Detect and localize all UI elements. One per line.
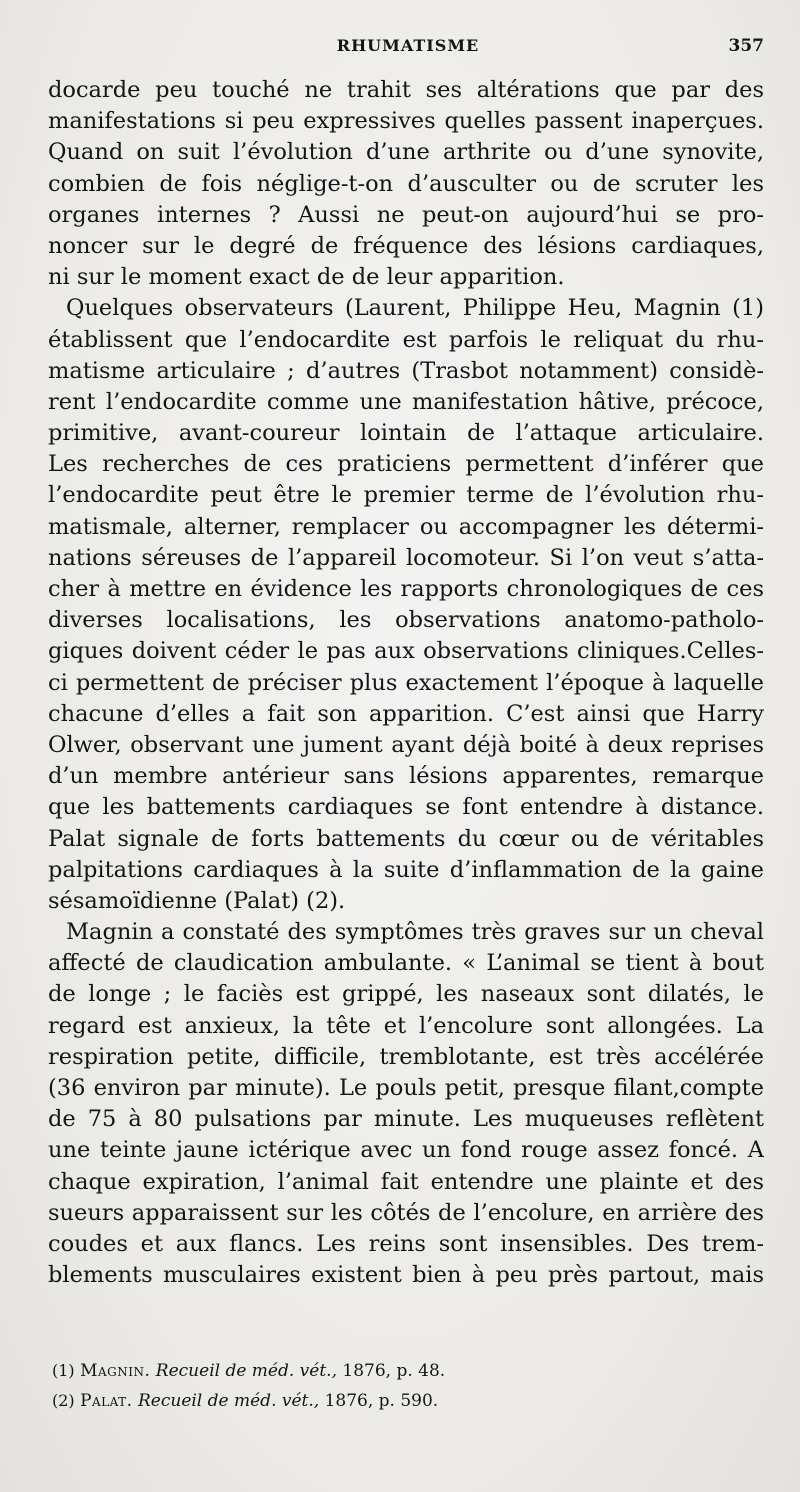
text-line: l’endocardite peut être le premier terme de l’évolution rhu- — [48, 482, 764, 509]
footnote-source: Recueil de méd. vét., — [155, 1361, 337, 1381]
text-line: établissent que l’endocardite est parfois le reliquat du rhu- — [48, 326, 764, 353]
text-line: que les battements cardiaques se font entendre à distance. — [48, 794, 764, 821]
text-line: chacune d’elles a fait son apparition. C’est ainsi que Harry — [48, 700, 764, 727]
text-line: Magnin a constaté des symptômes très graves sur un cheval — [66, 919, 764, 946]
footnote-author: Magnin. — [80, 1361, 151, 1381]
text-line: nations séreuses de l’appareil locomoteur. Si l’on veut s’atta- — [48, 544, 764, 571]
text-line: matismale, alterner, remplacer ou accompagner les détermi- — [48, 513, 764, 540]
text-line: noncer sur le degré de fréquence des lésions cardiaques, — [48, 232, 764, 259]
text-line: cher à mettre en évidence les rapports chronologiques de ces — [48, 576, 764, 602]
running-title: RHUMATISME — [336, 36, 480, 55]
text-line: sésamoïdienne (Palat) (2). — [48, 887, 346, 914]
text-line: chaque expiration, l’animal fait entendre une plainte et des — [48, 1168, 764, 1195]
footnote-marker: (1) — [52, 1361, 75, 1380]
text-line: d’un membre antérieur sans lésions apparentes, remarque — [48, 763, 764, 790]
text-line: blements musculaires existent bien à peu près partout, mais — [48, 1262, 764, 1289]
footnote — [52, 1356, 752, 1386]
text-line: Palat signale de forts battements du cœur ou de véritables — [48, 825, 764, 852]
text-line: matisme articulaire ; d’autres (Trasbot notamment) considè- — [48, 357, 764, 384]
running-head — [52, 36, 764, 64]
text-line: coudes et aux flancs. Les reins sont insensibles. Des trem- — [48, 1230, 764, 1257]
text-line: affecté de claudication ambulante. « L’animal se tient à bout — [48, 950, 764, 977]
footnote-details: 1876, p. 48. — [342, 1361, 446, 1381]
text-line: Les recherches de ces praticiens permettent d’inférer que — [48, 451, 764, 478]
text-line: primitive, avant-coureur lointain de l’attaque articulaire. — [48, 420, 764, 447]
text-line: ni sur le moment exact de de leur apparition. — [48, 264, 565, 291]
text-line: giques doivent céder le pas aux observations cliniques.Celles- — [48, 638, 764, 665]
footnotes — [52, 1356, 752, 1416]
text-line: Quelques observateurs (Laurent, Philippe Heu, Magnin (1) — [66, 295, 764, 322]
text-line: regard est anxieux, la tête et l’encolure sont allongées. La — [48, 1012, 764, 1039]
text-line: une teinte jaune ictérique avec un fond rouge assez foncé. A — [48, 1137, 764, 1164]
text-line: Olwer, observant une jument ayant déjà boité à deux reprises — [48, 731, 764, 758]
text-line: manifestations si peu expressives quelles passent inaperçues. — [48, 108, 764, 135]
text-line: palpitations cardiaques à la suite d’inflammation de la gaine — [48, 856, 764, 883]
text-line: rent l’endocardite comme une manifestation hâtive, précoce, — [48, 388, 764, 415]
text-line: combien de fois néglige-t-on d’ausculter ou de scruter les — [48, 170, 764, 197]
text-line: sueurs apparaissent sur les côtés de l’encolure, en arrière des — [48, 1199, 764, 1226]
footnote-author: Palat. — [80, 1391, 133, 1411]
body-text — [48, 75, 764, 1291]
text-line: docarde peu touché ne trahit ses altérations que par des — [48, 77, 764, 103]
text-line: ci permettent de préciser plus exactement l’époque à laquelle — [48, 669, 764, 696]
text-line: diverses localisations, les observations anatomo-patholo- — [48, 607, 764, 634]
footnote-details: 1876, p. 590. — [324, 1391, 439, 1411]
text-line: de longe ; le faciès est grippé, les naseaux sont dilatés, le — [48, 981, 764, 1008]
page-number: 357 — [728, 36, 764, 56]
footnote — [52, 1386, 752, 1416]
text-line: organes internes ? Aussi ne peut-on aujourd’hui se pro- — [48, 201, 764, 228]
text-line: de 75 à 80 pulsations par minute. Les muqueuses reflètent — [48, 1106, 764, 1133]
text-line: respiration petite, difficile, tremblotante, est très accélérée — [48, 1043, 764, 1070]
footnote-source: Recueil de méd. vét., — [137, 1391, 320, 1411]
text-line: Quand on suit l’évolution d’une arthrite ou d’une synovite, — [48, 139, 764, 166]
text-line: (36 environ par minute). Le pouls petit, presque filant,compte — [48, 1075, 764, 1101]
footnote-marker: (2) — [52, 1391, 75, 1410]
